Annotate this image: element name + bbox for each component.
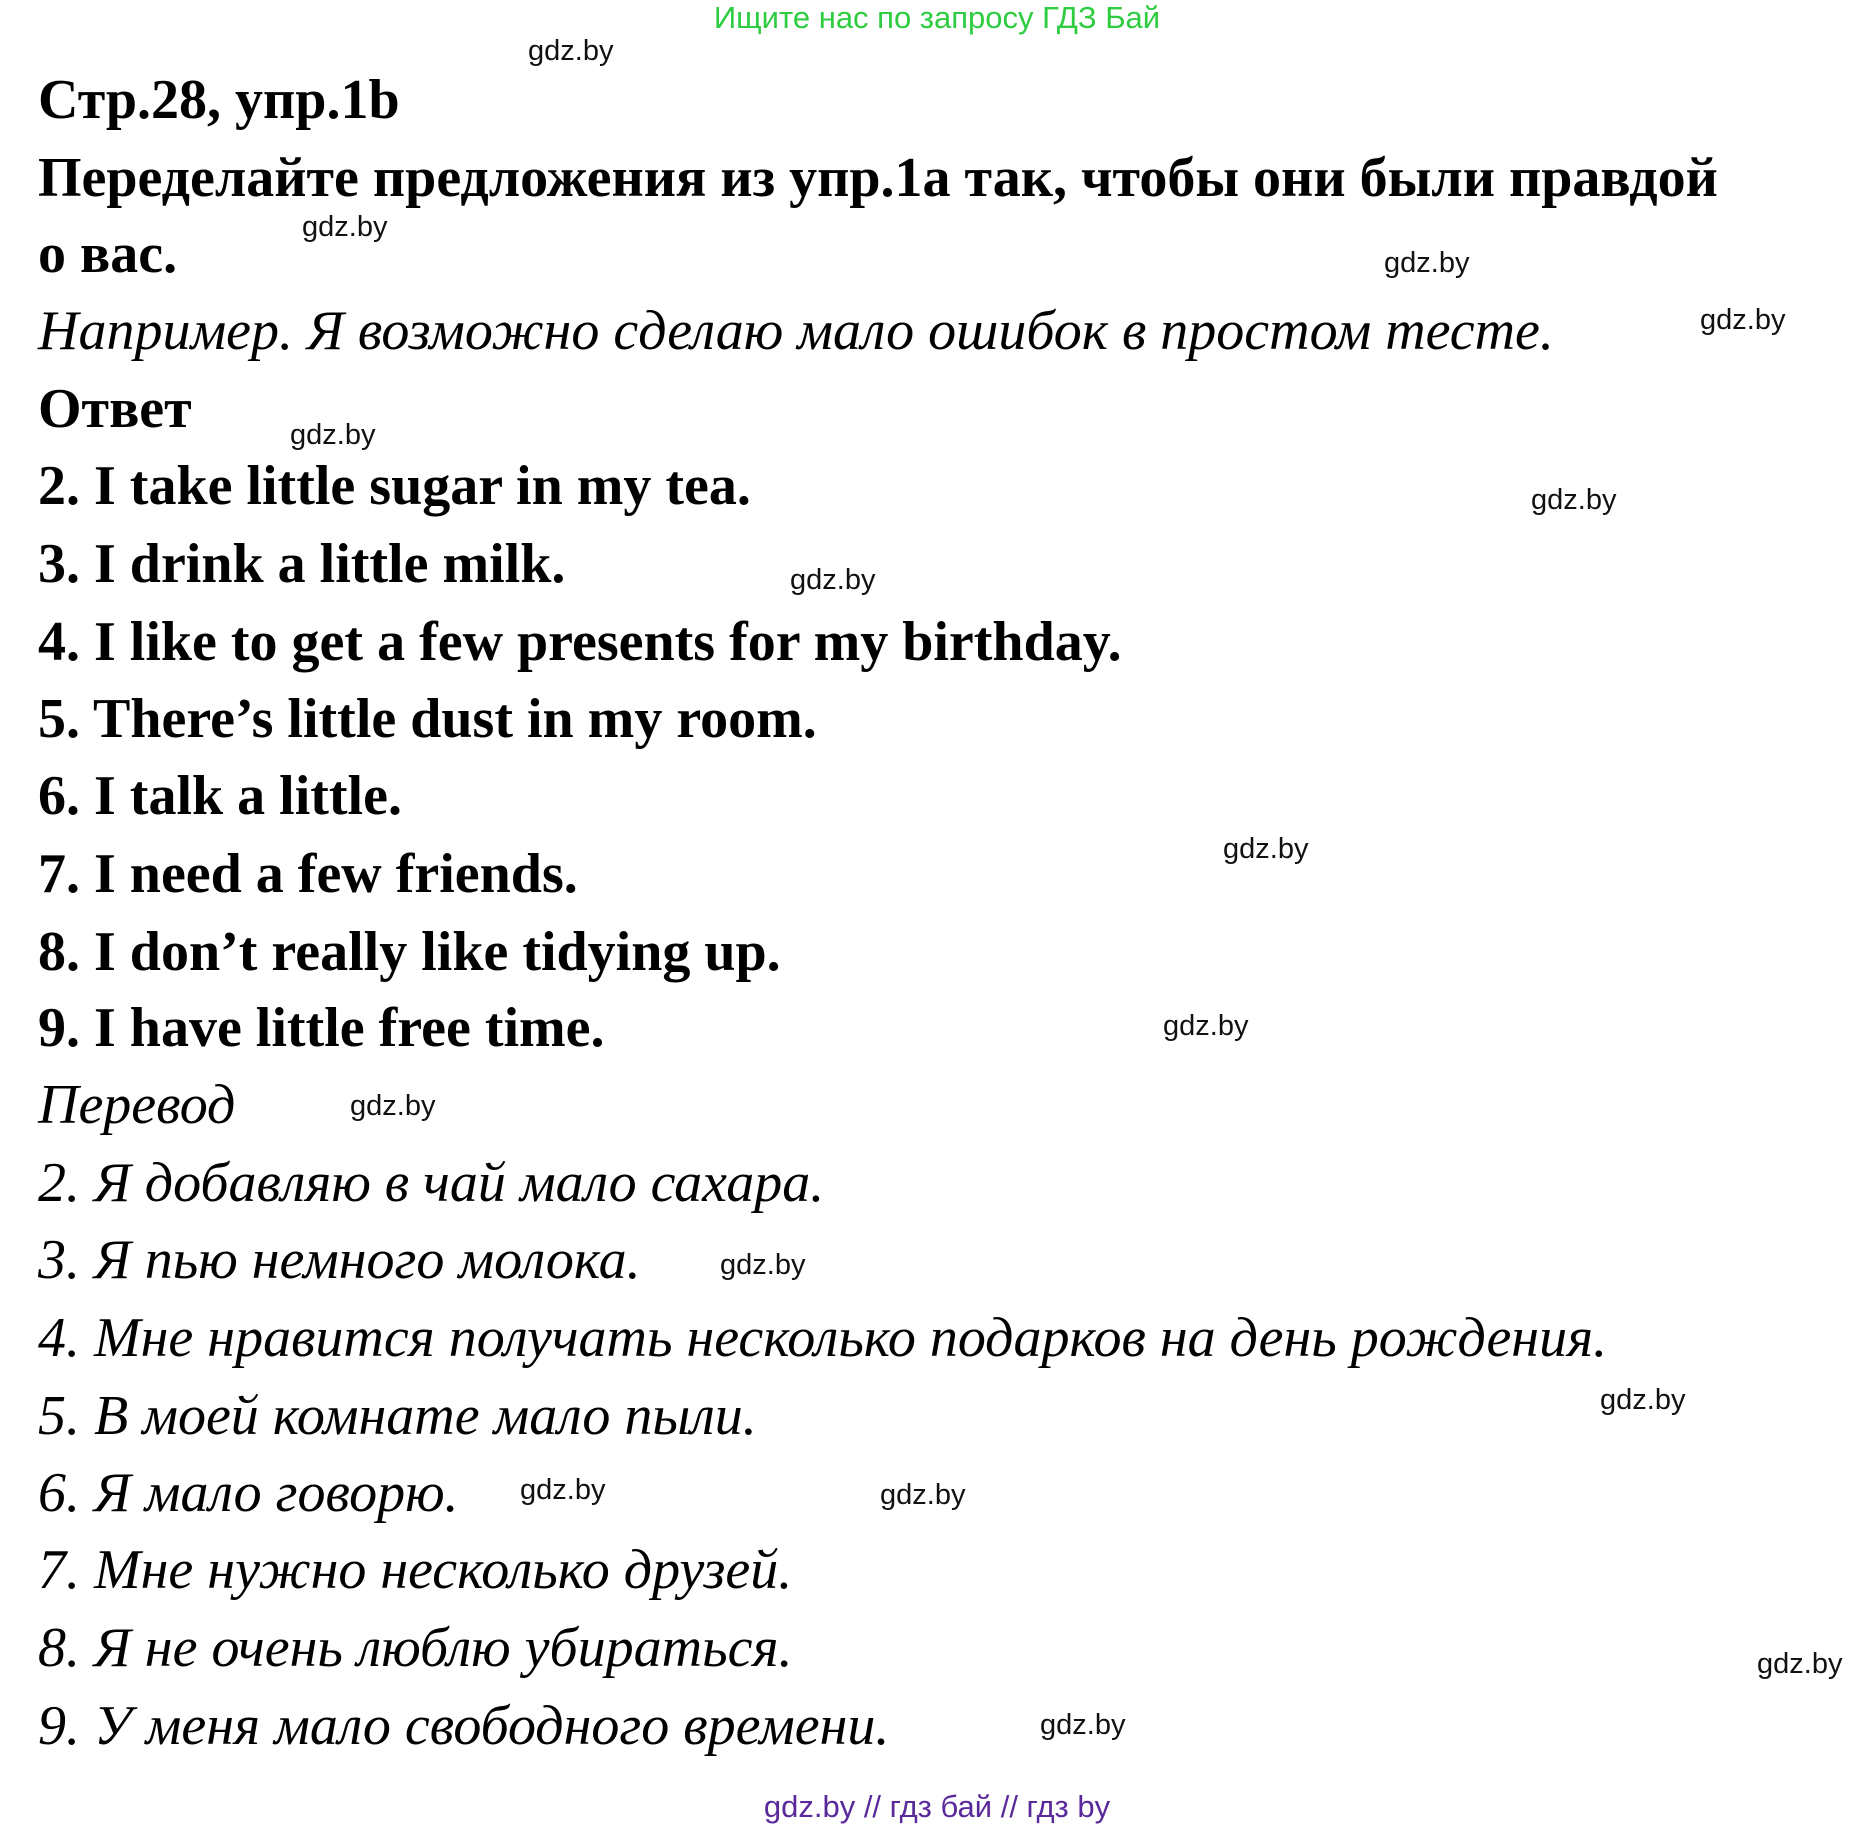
watermark: gdz.by [350,1090,436,1122]
translation-item: 2. Я добавляю в чай мало сахара. [38,1152,825,1214]
translation-item: 5. В моей комнате мало пыли. [38,1385,757,1447]
answer-item: 5. There’s little dust in my room. [38,688,817,750]
translation-item: 7. Мне нужно несколько друзей. [38,1539,793,1601]
watermark: gdz.by [1700,304,1786,336]
translation-heading: Перевод [38,1074,236,1136]
answer-item: 8. I don’t really like tidying up. [38,921,781,983]
translation-item: 6. Я мало говорю. [38,1462,459,1524]
task-text-line2: о вас. [38,223,178,285]
watermark: gdz.by [528,35,614,67]
translation-item: 9. У меня мало свободного времени. [38,1695,890,1757]
watermark: gdz.by [790,564,876,596]
translation-item: 4. Мне нравится получать несколько подарков на день рождения. [38,1307,1608,1369]
answer-item: 2. I take little sugar in my tea. [38,455,751,517]
watermark: gdz.by [880,1479,966,1511]
watermark: gdz.by [1531,484,1617,516]
answer-item: 7. I need a few friends. [38,843,578,905]
watermark: gdz.by [1757,1648,1843,1680]
translation-item: 8. Я не очень люблю убираться. [38,1617,793,1679]
answer-item: 3. I drink a little milk. [38,533,566,595]
example-text: Например. Я возможно сделаю мало ошибок в простом тесте. [38,300,1554,362]
watermark: gdz.by [520,1474,606,1506]
translation-item: 3. Я пью немного молока. [38,1229,641,1291]
footer-links: gdz.by // гдз бай // гдз by [763,1789,1111,1824]
search-hint-banner: Ищите нас по запросу ГДЗ Бай [713,0,1161,35]
answer-heading: Ответ [38,378,192,440]
answer-item: 6. I talk a little. [38,765,402,827]
watermark: gdz.by [1384,247,1470,279]
watermark: gdz.by [1600,1384,1686,1416]
watermark: gdz.by [290,419,376,451]
watermark: gdz.by [720,1249,806,1281]
watermark: gdz.by [1223,833,1309,865]
answer-item: 4. I like to get a few presents for my birthday. [38,611,1122,673]
page-title: Стр.28, упр.1b [38,69,400,131]
watermark: gdz.by [1040,1709,1126,1741]
watermark: gdz.by [1163,1010,1249,1042]
watermark: gdz.by [302,211,388,243]
task-text-line1: Переделайте предложения из упр.1a так, чтобы они были правдой [38,147,1718,209]
answer-item: 9. I have little free time. [38,997,605,1059]
